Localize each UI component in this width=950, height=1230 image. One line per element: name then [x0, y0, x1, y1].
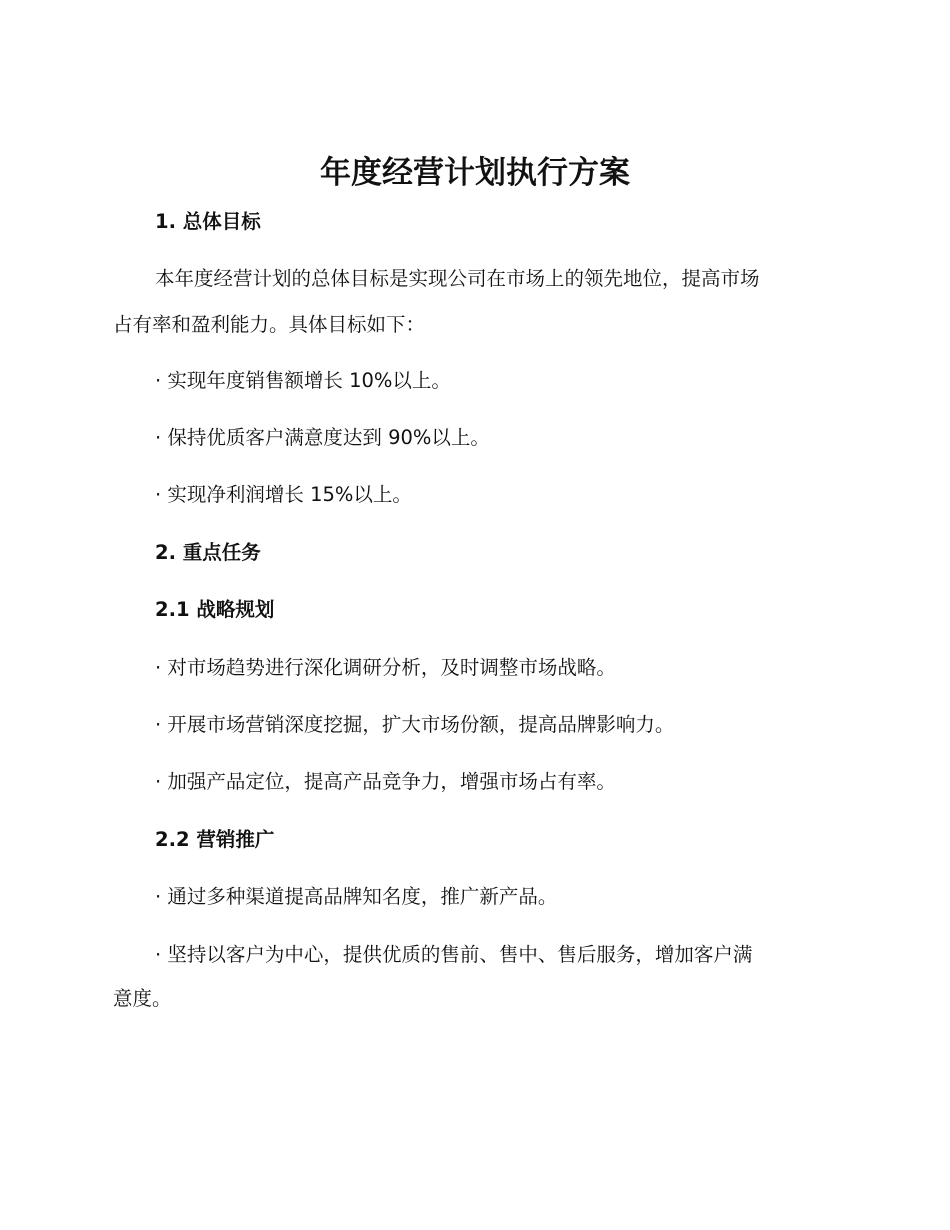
section-heading-key-tasks: 2. 重点任务 [155, 541, 261, 564]
bullet-item-continuation: 意度。 [113, 987, 172, 1010]
paragraph-line: 本年度经营计划的总体目标是实现公司在市场上的领先地位，提高市场 [155, 267, 760, 290]
subsection-heading-strategy: 2.1 战略规划 [155, 598, 275, 621]
bullet-item: · 开展市场营销深度挖掘，扩大市场份额，提高品牌影响力。 [155, 713, 675, 736]
section-heading-overall-goals: 1. 总体目标 [155, 210, 261, 233]
bullet-item: · 实现净利润增长 15%以上。 [155, 483, 412, 506]
bullet-item: · 实现年度销售额增长 10%以上。 [155, 369, 451, 392]
bullet-item: · 对市场趋势进行深化调研分析，及时调整市场战略。 [155, 656, 616, 679]
bullet-item: · 保持优质客户满意度达到 90%以上。 [155, 426, 490, 449]
bullet-item: · 加强产品定位，提高产品竞争力，增强市场占有率。 [155, 770, 616, 793]
bullet-item: · 坚持以客户为中心，提供优质的售前、售中、售后服务，增加客户满 [155, 943, 753, 966]
bullet-item: · 通过多种渠道提高品牌知名度，推广新产品。 [155, 885, 558, 908]
subsection-heading-marketing: 2.2 营销推广 [155, 828, 275, 851]
document-title: 年度经营计划执行方案 [320, 155, 630, 191]
paragraph-line: 占有率和盈利能力。具体目标如下： [113, 313, 426, 336]
